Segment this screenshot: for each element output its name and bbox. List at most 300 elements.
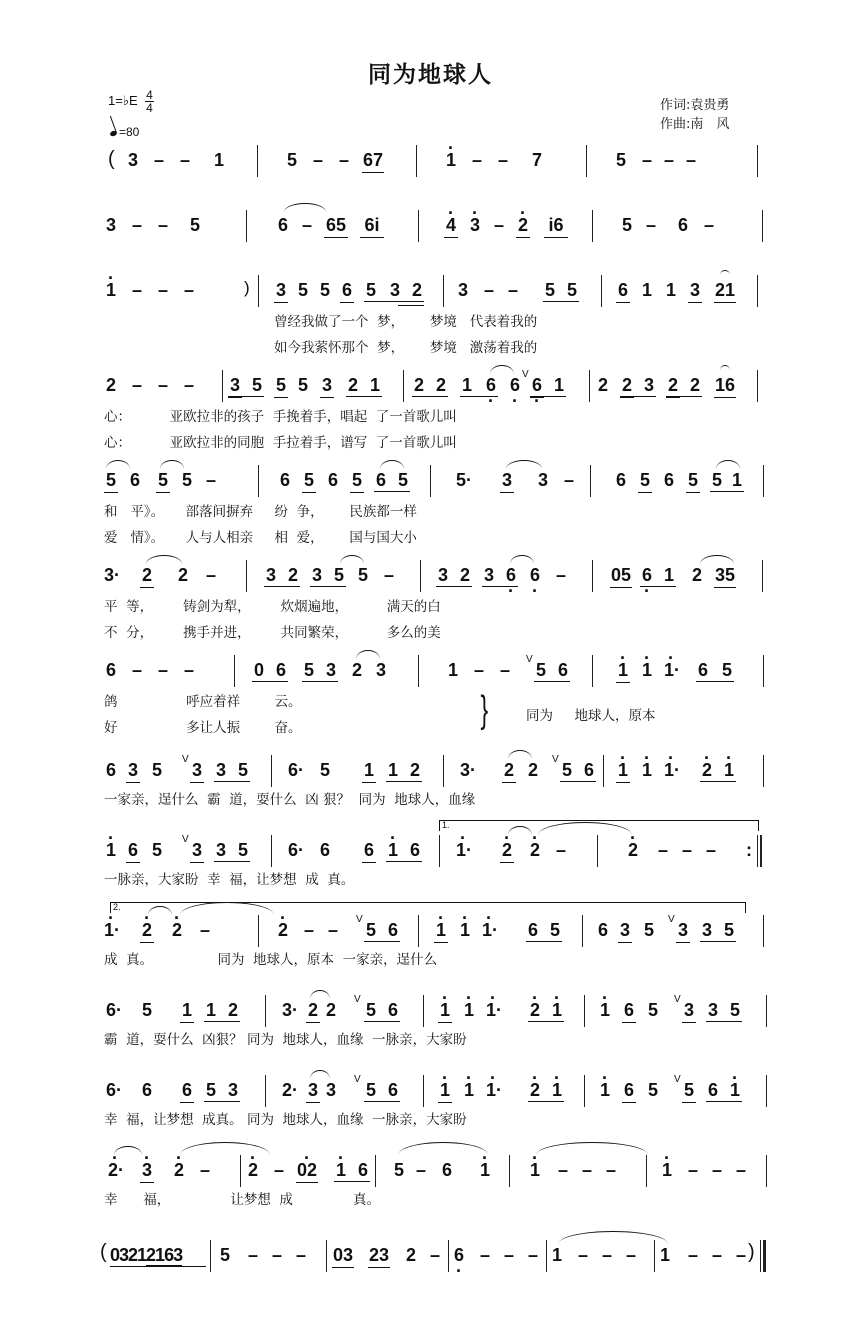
barline [258, 915, 259, 947]
dash: – [663, 150, 674, 170]
note: 5 [237, 760, 248, 780]
note: 5 [151, 840, 162, 860]
dash: – [303, 920, 314, 940]
dash: – [327, 920, 338, 940]
dash: – [507, 280, 518, 300]
barline [762, 210, 763, 242]
beam [530, 396, 566, 397]
time-signature [145, 89, 154, 114]
intro-close-paren: ) [244, 278, 250, 297]
barline [403, 370, 404, 402]
dash: – [605, 1160, 616, 1180]
key-prefix: 1= [108, 93, 123, 108]
note: 5 [365, 280, 376, 300]
beam [528, 1101, 564, 1102]
note: 2 [325, 1000, 336, 1020]
note-high: · 1 [458, 920, 472, 940]
note: 5 [205, 1080, 216, 1100]
slur [310, 1070, 330, 1079]
barline [210, 1240, 211, 1272]
dash: – [581, 1160, 592, 1180]
note: 1 [551, 1245, 562, 1265]
note: 6· [288, 840, 305, 860]
note: 2 [405, 1245, 416, 1265]
note: 3 [677, 920, 688, 940]
score-line-7 [0, 654, 861, 740]
note: 5 [286, 150, 297, 170]
tie [536, 1142, 648, 1155]
note-high: · 4 [444, 215, 458, 235]
score-line-5 [0, 470, 861, 550]
breath-mark: V [354, 1074, 361, 1085]
barline [326, 1240, 327, 1272]
dash: – [157, 280, 168, 300]
note-eighth: 67 [362, 150, 384, 170]
dash: – [687, 1245, 698, 1265]
lyrics-verse-1: 曾经我做了一个 梦， 梦境 代表着我的 [274, 314, 538, 330]
note: 5 [561, 760, 572, 780]
note: 3 [105, 215, 116, 235]
note: 6 [275, 660, 286, 680]
slur [700, 555, 734, 564]
breath-mark: V [552, 754, 559, 765]
note: 5 [365, 1080, 376, 1100]
note-high: · 1 [386, 840, 400, 860]
barline [271, 835, 272, 867]
note: 5 [319, 760, 330, 780]
note: 6 [363, 840, 374, 860]
lyrics-verse-2: 心： 亚欧拉非的同胞 手拉着手，谱写 了一首歌儿叫 [104, 435, 457, 451]
repeat-dots: : [746, 840, 752, 860]
note: 6 [127, 840, 138, 860]
lyrics-verse-2: 爱 情》。 人与人相亲 相 爱， 国与国大小 [104, 530, 417, 546]
tie [558, 1231, 668, 1244]
note: 5 [151, 760, 162, 780]
note: 6 [597, 920, 608, 940]
note-high: · 2 [516, 215, 530, 235]
dash: – [555, 565, 566, 585]
key-signature [108, 88, 153, 115]
barline [240, 1155, 241, 1187]
note: 3 [191, 840, 202, 860]
beam [364, 1101, 400, 1102]
dash: – [645, 215, 656, 235]
barline [603, 755, 604, 787]
score-line-14 [0, 1241, 861, 1285]
barline [597, 835, 598, 867]
note: 5 [333, 565, 344, 585]
note-high: · 1 [438, 1080, 452, 1100]
note: 3 [457, 280, 468, 300]
note: 5 [181, 470, 192, 490]
note-eighth: 65 [325, 215, 347, 235]
note: 5 [251, 375, 262, 395]
barline [584, 995, 585, 1027]
note-low: · 6 [640, 565, 654, 585]
slur [146, 555, 182, 564]
note-high: · 1 [616, 760, 630, 780]
note: 6 [697, 660, 708, 680]
dash: – [711, 1245, 722, 1265]
barline [546, 1240, 547, 1272]
score-line-12 [0, 1074, 861, 1130]
lyrics: 幸 福，让梦想 成真。 同为 地球人，血缘 一脉亲，大家盼 [104, 1112, 467, 1128]
note-high: · 2 [626, 840, 640, 860]
beam [700, 941, 736, 942]
dash: – [499, 660, 510, 680]
barline [590, 465, 591, 497]
note-eighth: 03 [332, 1245, 354, 1265]
note-high: · 1 [462, 1080, 476, 1100]
barline [584, 1075, 585, 1107]
dash: – [415, 1160, 426, 1180]
score-line-8 [0, 754, 861, 810]
note-high: · 2 [528, 840, 542, 860]
note-high: · 2 [172, 1160, 186, 1180]
note-eighth: 05 [610, 565, 632, 585]
note: 1 [213, 150, 224, 170]
lyrics-chorus-lead: 同为 地球人，原本 [526, 708, 656, 724]
dash: – [205, 565, 216, 585]
outro-open-paren: ( [100, 1241, 107, 1263]
note-high: · 1 [528, 1160, 542, 1180]
dash: – [473, 660, 484, 680]
note: 2 [413, 375, 424, 395]
note: 6 [387, 1080, 398, 1100]
beam [264, 586, 300, 587]
note-eighth: 21 [714, 280, 736, 300]
dash: – [483, 280, 494, 300]
note: 5 [647, 1000, 658, 1020]
barline [757, 370, 758, 402]
barline [766, 1075, 767, 1107]
note: 2 [527, 760, 538, 780]
beam [640, 586, 676, 587]
note-eighth: 23 [368, 1245, 390, 1265]
barline [757, 275, 758, 307]
note: 5 [544, 280, 555, 300]
beam [706, 1021, 742, 1022]
note: 5 [365, 1000, 376, 1020]
note-high: · 1 [660, 1160, 674, 1180]
note: 2 [307, 1000, 318, 1020]
note: 5 [365, 920, 376, 940]
note: 6 [527, 920, 538, 940]
note: 5 [105, 470, 116, 490]
barline [763, 655, 764, 687]
dash: – [157, 660, 168, 680]
dash: – [527, 1245, 538, 1265]
barline [760, 1240, 761, 1272]
barline [448, 1240, 449, 1272]
score-line-2 [0, 215, 861, 245]
note: 1 [181, 1000, 192, 1020]
note: 5 [566, 280, 577, 300]
note-high: · 2 [276, 920, 290, 940]
note: 2 [503, 760, 514, 780]
note: 6· [106, 1080, 123, 1100]
note: 2 [691, 565, 702, 585]
slur [490, 365, 514, 374]
score-line-10 [0, 902, 861, 970]
note-high: · 1 [104, 280, 118, 300]
note: 3 [311, 565, 322, 585]
note-high: · 1 [598, 1080, 612, 1100]
slur [160, 460, 184, 469]
note-high: · 1 [478, 1160, 492, 1180]
note: 1 [363, 760, 374, 780]
note: 3· [104, 565, 121, 585]
note-high: · 1 [104, 840, 118, 860]
barline [592, 655, 593, 687]
barline [222, 370, 223, 402]
note: 5 [351, 470, 362, 490]
beam [386, 781, 422, 782]
beam [214, 781, 250, 782]
beam [302, 681, 338, 682]
barline [420, 560, 421, 592]
note: 1 [659, 1245, 670, 1265]
beam [412, 396, 448, 397]
breath-mark: V [522, 369, 529, 380]
breath-mark: V [182, 754, 189, 765]
dash: – [271, 1245, 282, 1265]
note: 6· [288, 760, 305, 780]
note: 1 [461, 375, 472, 395]
note: 5 [397, 470, 408, 490]
note: 5 [297, 280, 308, 300]
note: 1 [641, 280, 652, 300]
note-high: · 1· [104, 920, 118, 940]
note: 5 [723, 920, 734, 940]
score-line-6 [0, 565, 861, 645]
note: 2 [409, 760, 420, 780]
barline [439, 835, 440, 867]
note-low: · 6 [528, 565, 542, 585]
lyrics-verse-1: 心： 亚欧拉非的孩子 手挽着手，唱起 了一首歌儿叫 [104, 409, 457, 425]
beam [110, 1266, 206, 1267]
barline [646, 1155, 647, 1187]
slur [510, 555, 534, 564]
dash: – [179, 150, 190, 170]
slur [716, 460, 740, 469]
dash: – [247, 1245, 258, 1265]
note: 6 [141, 1080, 152, 1100]
note: 6 [441, 1160, 452, 1180]
beam [310, 586, 346, 587]
note-low: · 6 [504, 565, 518, 585]
note-high: · 1 [728, 1080, 742, 1100]
beam [214, 861, 250, 862]
intro-open-paren: ( [108, 148, 115, 170]
note: 5 [621, 215, 632, 235]
note-high: · 1 [334, 1160, 348, 1180]
note: 2 [351, 660, 362, 680]
note: 3 [501, 470, 512, 490]
beam [398, 305, 424, 306]
note: 2 [667, 375, 678, 395]
note-high: · 1 [550, 1080, 564, 1100]
note-high: · 1 [462, 1000, 476, 1020]
breath-mark: V [354, 994, 361, 1005]
beam [386, 861, 422, 862]
dash: – [497, 150, 508, 170]
note: 5 [687, 470, 698, 490]
dash: – [685, 150, 696, 170]
dash: – [301, 215, 312, 235]
note-high: · 1 [616, 660, 630, 680]
note: 3 [537, 470, 548, 490]
note: 5 [729, 1000, 740, 1020]
dash: – [557, 1160, 568, 1180]
lyrics: 成 真。 同为 地球人，原本 一家亲，逞什么 [104, 952, 438, 968]
note: 3 [127, 760, 138, 780]
dash: – [471, 150, 482, 170]
barline [258, 275, 259, 307]
note: 5 [639, 470, 650, 490]
note: 6 [129, 470, 140, 490]
quarter-note-icon [109, 130, 117, 137]
beam [204, 1021, 240, 1022]
note: 2 [597, 375, 608, 395]
barline [762, 560, 763, 592]
lyrics-verse-1: 平 等， 铸剑为犁， 炊烟遍地， 满天的白 [104, 599, 441, 615]
note: 6 [557, 660, 568, 680]
note: 5 [319, 280, 330, 300]
barline [246, 210, 247, 242]
note-high: · 1 [550, 1000, 564, 1020]
dash: – [131, 660, 142, 680]
barline [430, 465, 431, 497]
slur [720, 365, 730, 370]
dash: – [555, 840, 566, 860]
note-low: · 6 [484, 375, 498, 395]
note: 6 [583, 760, 594, 780]
tempo-marking [110, 125, 139, 139]
beam [364, 941, 400, 942]
note: 6 [707, 1080, 718, 1100]
dash: – [273, 1160, 284, 1180]
note: 5 [721, 660, 732, 680]
time-bottom: 4 [146, 101, 153, 115]
dash: – [131, 215, 142, 235]
score-line-13 [0, 1160, 861, 1210]
note: 6 [617, 280, 628, 300]
dash: – [295, 1245, 306, 1265]
note: 5 [189, 215, 200, 235]
note-high: · 1· [486, 1000, 500, 1020]
note: 3 [215, 840, 226, 860]
dash: – [183, 660, 194, 680]
note: 3 [127, 150, 138, 170]
note: 5 [303, 660, 314, 680]
slur [340, 555, 364, 564]
note-eighth: i6 [544, 215, 568, 235]
barline [592, 560, 593, 592]
barline [763, 465, 764, 497]
note-high: · 1 [444, 150, 458, 170]
note: 5 [615, 150, 626, 170]
dash: – [657, 840, 668, 860]
note: 5 [237, 840, 248, 860]
note: 3 [215, 760, 226, 780]
note: 2 [287, 565, 298, 585]
slur [508, 750, 532, 759]
breath-mark: V [668, 914, 675, 925]
score-line-4 [0, 369, 861, 455]
note-high: · 2· [108, 1160, 122, 1180]
note-low: · 6 [452, 1245, 466, 1265]
slur [398, 1142, 488, 1155]
note-high: · 1 [434, 920, 448, 940]
dash: – [735, 1160, 746, 1180]
note: 2 [141, 565, 152, 585]
score-line-11 [0, 994, 861, 1050]
barline [271, 755, 272, 787]
dash: – [577, 1245, 588, 1265]
note-high: · 1· [456, 840, 470, 860]
note: 3 [325, 1080, 336, 1100]
lyrics: 幸 福， 让梦想 成 真。 [104, 1192, 380, 1208]
slur [106, 460, 130, 469]
note: 6 [623, 1000, 634, 1020]
note: 5 [141, 1000, 152, 1020]
beam [204, 1101, 240, 1102]
barline [582, 915, 583, 947]
note-high: · 2 [140, 920, 154, 940]
dash: – [153, 150, 164, 170]
note: 2 [177, 565, 188, 585]
beam [560, 781, 596, 782]
dash: – [681, 840, 692, 860]
dash: – [493, 215, 504, 235]
note-high: · 1 [598, 1000, 612, 1020]
note: 0 [253, 660, 264, 680]
beam [346, 396, 382, 397]
note: 3 [325, 660, 336, 680]
barline [418, 915, 419, 947]
note: 1 [447, 660, 458, 680]
beam [374, 491, 410, 492]
note: 5 [647, 1080, 658, 1100]
note-high: · 3 [468, 215, 482, 235]
composer: 作曲:南 风 [660, 117, 730, 132]
beam [482, 586, 518, 587]
lyricist: 作词:袁贵勇 [660, 98, 730, 113]
beam [460, 396, 498, 397]
note: 2· [282, 1080, 299, 1100]
beam [526, 941, 562, 942]
beam [543, 301, 579, 302]
beam [710, 491, 744, 492]
dash: – [703, 215, 714, 235]
barline [443, 755, 444, 787]
note: 5 [303, 470, 314, 490]
lyrics-verse-1: 和 平》。 部落间摒弃 纷 争， 民族都一样 [104, 504, 417, 520]
note: 6 [387, 1000, 398, 1020]
final-barline [763, 1240, 766, 1272]
barline [654, 1240, 655, 1272]
note: 2 [227, 1000, 238, 1020]
note: 3 [227, 1080, 238, 1100]
note: 5 [643, 920, 654, 940]
barline [246, 560, 247, 592]
note: 1 [553, 375, 564, 395]
note: 1 [205, 1000, 216, 1020]
brace: } [480, 689, 489, 731]
dash: – [625, 1245, 636, 1265]
note: 6 [677, 215, 688, 235]
